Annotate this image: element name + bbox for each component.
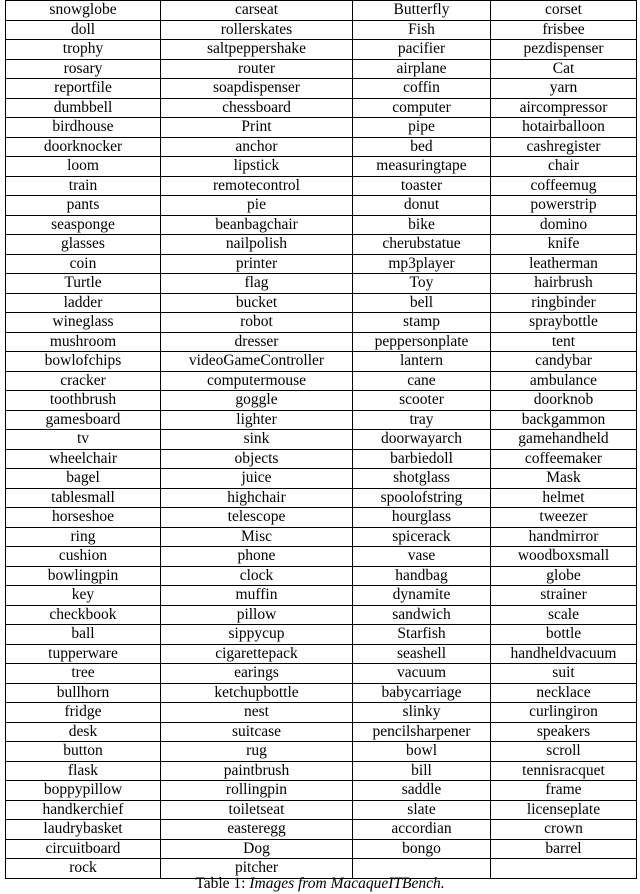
table-row — [6, 683, 637, 703]
table-cell: telescope — [161, 508, 353, 528]
table-cell: checkbook — [6, 605, 161, 625]
table-body — [6, 1, 637, 879]
table-cell: Cat — [491, 59, 637, 79]
table-cell: reportfile — [6, 79, 161, 99]
table-cell: rock — [6, 859, 161, 879]
table-cell: pacifier — [353, 40, 491, 60]
table-cell: candybar — [491, 352, 637, 372]
table-cell: sippycup — [161, 625, 353, 645]
table-cell: earings — [161, 664, 353, 684]
table-cell: router — [161, 59, 353, 79]
table-cell: globe — [491, 566, 637, 586]
table-cell: powerstrip — [491, 196, 637, 216]
table-row — [6, 313, 637, 333]
table-row — [6, 79, 637, 99]
table-cell: Butterfly — [353, 1, 491, 21]
table-cell: Misc — [161, 527, 353, 547]
table-cell: ball — [6, 625, 161, 645]
table-cell: vacuum — [353, 664, 491, 684]
table-cell: lipstick — [161, 157, 353, 177]
table-cell: slinky — [353, 703, 491, 723]
table-cell: Dog — [161, 839, 353, 859]
table-row — [6, 566, 637, 586]
table-cell: handmirror — [491, 527, 637, 547]
table-row — [6, 391, 637, 411]
table-cell: peppersonplate — [353, 332, 491, 352]
table-cell: doorwayarch — [353, 430, 491, 450]
table-cell: dynamite — [353, 586, 491, 606]
table-row — [6, 1, 637, 21]
table-cell: nest — [161, 703, 353, 723]
table-row — [6, 722, 637, 742]
table-cell: barbiedoll — [353, 449, 491, 469]
table-cell: phone — [161, 547, 353, 567]
table-cell: spoolofstring — [353, 488, 491, 508]
table-cell: mp3player — [353, 254, 491, 274]
table-cell: aircompressor — [491, 98, 637, 118]
table-cell: toiletseat — [161, 800, 353, 820]
table-cell: gamehandheld — [491, 430, 637, 450]
table-row — [6, 586, 637, 606]
table-cell: curlingiron — [491, 703, 637, 723]
table-row — [6, 449, 637, 469]
table-caption — [0, 875, 640, 893]
table-row — [6, 781, 637, 801]
table-cell: bucket — [161, 293, 353, 313]
table-cell: printer — [161, 254, 353, 274]
table-cell: tennisracquet — [491, 761, 637, 781]
table-cell: cigarettepack — [161, 644, 353, 664]
table-cell: bagel — [6, 469, 161, 489]
table-cell: toothbrush — [6, 391, 161, 411]
table-row — [6, 20, 637, 40]
table-cell: suit — [491, 664, 637, 684]
table-cell: gamesboard — [6, 410, 161, 430]
table-cell: toaster — [353, 176, 491, 196]
table-cell: videoGameController — [161, 352, 353, 372]
table-row — [6, 469, 637, 489]
table-cell: pie — [161, 196, 353, 216]
table-cell: doll — [6, 20, 161, 40]
caption-text: Images from MacaqueITBench. — [249, 875, 445, 892]
table-cell: bowl — [353, 742, 491, 762]
table-row — [6, 644, 637, 664]
table-cell: hourglass — [353, 508, 491, 528]
table-cell: strainer — [491, 586, 637, 606]
table-cell: sink — [161, 430, 353, 450]
table-row — [6, 410, 637, 430]
table-cell: lantern — [353, 352, 491, 372]
table-cell: ladder — [6, 293, 161, 313]
table-cell: Fish — [353, 20, 491, 40]
table-cell: accordian — [353, 820, 491, 840]
table-cell: seashell — [353, 644, 491, 664]
table-cell: Toy — [353, 274, 491, 294]
table-cell: tweezer — [491, 508, 637, 528]
table-row — [6, 98, 637, 118]
table-cell: pitcher — [161, 859, 353, 879]
table-cell: handheldvacuum — [491, 644, 637, 664]
table-cell: vase — [353, 547, 491, 567]
table-cell: laudrybasket — [6, 820, 161, 840]
table-cell: carseat — [161, 1, 353, 21]
table-row — [6, 254, 637, 274]
table-cell: tablesmall — [6, 488, 161, 508]
table-cell: cushion — [6, 547, 161, 567]
table-cell: Print — [161, 118, 353, 138]
table-row — [6, 293, 637, 313]
table-cell: saddle — [353, 781, 491, 801]
table-row — [6, 547, 637, 567]
table-cell: bottle — [491, 625, 637, 645]
table-cell: dresser — [161, 332, 353, 352]
table-row — [6, 59, 637, 79]
table-cell: backgammon — [491, 410, 637, 430]
table-row — [6, 430, 637, 450]
table-cell: rug — [161, 742, 353, 762]
table-cell: tupperware — [6, 644, 161, 664]
table-cell: computer — [353, 98, 491, 118]
table-cell: frisbee — [491, 20, 637, 40]
table-cell: goggle — [161, 391, 353, 411]
table-row — [6, 196, 637, 216]
table-row — [6, 352, 637, 372]
table-cell: tent — [491, 332, 637, 352]
table-cell: bed — [353, 137, 491, 157]
table-cell: doorknocker — [6, 137, 161, 157]
table-row — [6, 508, 637, 528]
table-cell: beanbagchair — [161, 215, 353, 235]
table-cell: shotglass — [353, 469, 491, 489]
table-cell: bike — [353, 215, 491, 235]
table-cell: coin — [6, 254, 161, 274]
table-cell: pants — [6, 196, 161, 216]
table-cell: ambulance — [491, 371, 637, 391]
table-cell: rosary — [6, 59, 161, 79]
table-row — [6, 118, 637, 138]
table-cell: bowlofchips — [6, 352, 161, 372]
table-cell: flag — [161, 274, 353, 294]
table-cell: handbag — [353, 566, 491, 586]
table-cell: speakers — [491, 722, 637, 742]
table-row — [6, 820, 637, 840]
table-cell: leatherman — [491, 254, 637, 274]
table-cell: cherubstatue — [353, 235, 491, 255]
table-cell: doorknob — [491, 391, 637, 411]
table-cell: scroll — [491, 742, 637, 762]
table-cell: cracker — [6, 371, 161, 391]
table-row — [6, 176, 637, 196]
images-table — [5, 0, 637, 879]
table-cell: remotecontrol — [161, 176, 353, 196]
table-cell: donut — [353, 196, 491, 216]
table-cell: dumbbell — [6, 98, 161, 118]
table-cell: coffin — [353, 79, 491, 99]
table-cell: chair — [491, 157, 637, 177]
table-cell: helmet — [491, 488, 637, 508]
table-cell: loom — [6, 157, 161, 177]
table-cell: sandwich — [353, 605, 491, 625]
table-cell: scale — [491, 605, 637, 625]
table-cell: coffeemug — [491, 176, 637, 196]
table-cell: mushroom — [6, 332, 161, 352]
table-cell: spicerack — [353, 527, 491, 547]
table-cell: frame — [491, 781, 637, 801]
table-cell: wineglass — [6, 313, 161, 333]
table-cell: trophy — [6, 40, 161, 60]
table-row — [6, 742, 637, 762]
table-cell: horseshoe — [6, 508, 161, 528]
table-cell: snowglobe — [6, 1, 161, 21]
table-cell: bongo — [353, 839, 491, 859]
table-cell: tree — [6, 664, 161, 684]
table-cell: tv — [6, 430, 161, 450]
table-cell: measuringtape — [353, 157, 491, 177]
table-cell: licenseplate — [491, 800, 637, 820]
table-cell: ring — [6, 527, 161, 547]
table-row — [6, 800, 637, 820]
table-cell: stamp — [353, 313, 491, 333]
table-cell: rollingpin — [161, 781, 353, 801]
table-cell: corset — [491, 1, 637, 21]
table-cell: suitcase — [161, 722, 353, 742]
table-cell: key — [6, 586, 161, 606]
table-cell: fridge — [6, 703, 161, 723]
table-cell: pillow — [161, 605, 353, 625]
table-cell: juice — [161, 469, 353, 489]
table-cell: bell — [353, 293, 491, 313]
table-cell: handkerchief — [6, 800, 161, 820]
table-cell: objects — [161, 449, 353, 469]
table-row — [6, 215, 637, 235]
table-cell: bowlingpin — [6, 566, 161, 586]
table-cell: coffeemaker — [491, 449, 637, 469]
table-cell: hairbrush — [491, 274, 637, 294]
table-row — [6, 703, 637, 723]
table-cell: knife — [491, 235, 637, 255]
table-cell: spraybottle — [491, 313, 637, 333]
table-cell: ringbinder — [491, 293, 637, 313]
table-cell: highchair — [161, 488, 353, 508]
table-cell: computermouse — [161, 371, 353, 391]
table-cell: scooter — [353, 391, 491, 411]
table-cell: cashregister — [491, 137, 637, 157]
table-cell: cane — [353, 371, 491, 391]
table-cell: circuitboard — [6, 839, 161, 859]
table-cell: pezdispenser — [491, 40, 637, 60]
table-row — [6, 371, 637, 391]
table-container — [5, 0, 636, 879]
table-cell: saltpeppershake — [161, 40, 353, 60]
table-cell: lighter — [161, 410, 353, 430]
table-cell: crown — [491, 820, 637, 840]
table-cell: button — [6, 742, 161, 762]
table-cell: robot — [161, 313, 353, 333]
table-cell: bill — [353, 761, 491, 781]
table-row — [6, 761, 637, 781]
table-cell: clock — [161, 566, 353, 586]
table-cell: easteregg — [161, 820, 353, 840]
table-cell: pipe — [353, 118, 491, 138]
table-cell: rollerskates — [161, 20, 353, 40]
table-row — [6, 488, 637, 508]
table-cell: seasponge — [6, 215, 161, 235]
table-cell: anchor — [161, 137, 353, 157]
table-cell: boppypillow — [6, 781, 161, 801]
table-cell: bullhorn — [6, 683, 161, 703]
caption-label: Table 1: — [195, 875, 246, 892]
table-cell: nailpolish — [161, 235, 353, 255]
table-cell: soapdispenser — [161, 79, 353, 99]
table-cell: paintbrush — [161, 761, 353, 781]
table-row — [6, 157, 637, 177]
table-cell: muffin — [161, 586, 353, 606]
table-row — [6, 527, 637, 547]
table-cell: domino — [491, 215, 637, 235]
table-cell: flask — [6, 761, 161, 781]
table-row — [6, 332, 637, 352]
table-row — [6, 625, 637, 645]
table-cell: train — [6, 176, 161, 196]
table-cell: Turtle — [6, 274, 161, 294]
table-cell: birdhouse — [6, 118, 161, 138]
table-cell: Starfish — [353, 625, 491, 645]
table-cell: pencilsharpener — [353, 722, 491, 742]
table-row — [6, 40, 637, 60]
table-row — [6, 664, 637, 684]
table-cell: tray — [353, 410, 491, 430]
table-cell: hotairballoon — [491, 118, 637, 138]
table-cell: Mask — [491, 469, 637, 489]
table-cell: slate — [353, 800, 491, 820]
table-cell: barrel — [491, 839, 637, 859]
table-cell: airplane — [353, 59, 491, 79]
table-row — [6, 235, 637, 255]
table-row — [6, 137, 637, 157]
table-cell: glasses — [6, 235, 161, 255]
table-cell: desk — [6, 722, 161, 742]
table-cell: chessboard — [161, 98, 353, 118]
table-cell: woodboxsmall — [491, 547, 637, 567]
table-cell: ketchupbottle — [161, 683, 353, 703]
table-cell: wheelchair — [6, 449, 161, 469]
table-row — [6, 839, 637, 859]
table-cell: babycarriage — [353, 683, 491, 703]
table-row — [6, 274, 637, 294]
table-cell: necklace — [491, 683, 637, 703]
table-row — [6, 605, 637, 625]
table-cell: yarn — [491, 79, 637, 99]
